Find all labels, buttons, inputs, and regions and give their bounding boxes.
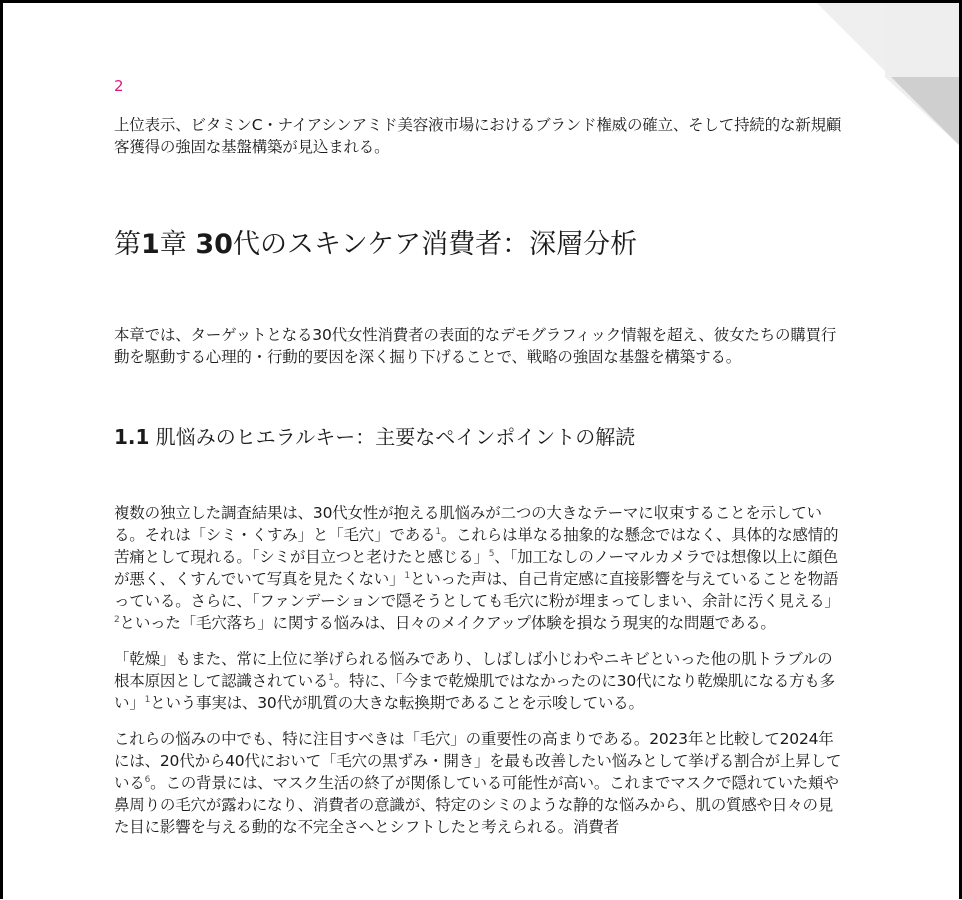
paragraph-text: 。特に、「今まで乾燥肌ではなかったのに30代になり乾燥肌になる方も多い」 — [114, 672, 835, 712]
section-number: 1.1 — [114, 425, 150, 449]
chapter-rest: 代のスキンケア消費者：深層分析 — [232, 229, 638, 260]
paragraph-text: 。これらは単なる抽象的な懸念ではなく、具体的な感情的苦痛として現れる。「シミが目立つと老けたと感じる」 — [114, 526, 839, 566]
chapter-lead-paragraph: 本章では、ターゲットとなる30代女性消費者の表面的なデモグラフィック情報を超え、彼女たちの購買行動を駆動する心理的・行動的要因を深く掘り下げることで、戦略の強固な基盤を構築する。 — [114, 326, 837, 366]
chapter-age: 30 — [195, 229, 233, 260]
paragraph-text: といった「毛穴落ち」に関する悩みは、日々のメイクアップ体験を損なう現実的な問題である。 — [119, 614, 776, 632]
footnote-ref[interactable]: 1 — [404, 570, 410, 581]
chapter-title — [114, 228, 844, 262]
footnote-ref[interactable]: 1 — [328, 672, 334, 683]
paragraph-text: これらの悩みの中でも、特に注目すべきは「毛穴」の重要性の高まりである。2023年と比較して2024年には、20代から40代において「毛穴の黒ずみ・開き」を最も改善したい悩みとして挙げる割合が上昇している — [114, 730, 842, 792]
paragraph-text: 。この背景には、マスク生活の終了が関係している可能性が高い。これまでマスクで隠れていた頬や鼻周りの毛穴が露わになり、消費者の意識が、特定のシミのような静的な悩みから、肌の質感や日々の見た目に影響を与える動的な不完全さへとシフトしたと考えられる。消費者 — [114, 774, 839, 836]
paragraph-text: 、「加工なしのノーマルカメラでは想像以上に顔色が悪く、くすんでいて写真を見たくない」 — [114, 548, 838, 588]
chapter-number: 1 — [141, 229, 160, 260]
intro-paragraph: 上位表示、ビタミンC・ナイアシンアミド美容液市場におけるブランド権威の確立、そして持続的な新規顧客獲得の強固な基盤構築が見込まれる。 — [114, 116, 842, 156]
section-title: 肌悩みのヒエラルキー：主要なペインポイントの解読 — [149, 425, 636, 449]
footnote-ref[interactable]: 1 — [435, 526, 441, 537]
footnote-ref[interactable]: 1 — [144, 694, 151, 705]
body-paragraph-2 — [114, 648, 844, 714]
chapter-mid: 章 — [159, 229, 196, 260]
chapter-prefix: 第 — [114, 229, 141, 260]
body-paragraph-1 — [114, 502, 844, 634]
body-paragraph-3 — [114, 728, 844, 838]
paragraph-text: 複数の独立した調査結果は、30代女性が抱える肌悩みが二つの大きなテーマに収束することを示している。それは「シミ・くすみ」と「毛穴」である — [114, 504, 822, 544]
paragraph-text: 「乾燥」もまた、常に上位に挙げられる悩みであり、しばしば小じわやニキビといった他の肌トラブルの根本原因として認識されている — [114, 650, 833, 690]
page-number: 2 — [114, 77, 124, 95]
paragraph-text: といった声は、自己肯定感に直接影響を与えていることを物語っている。さらに、「ファンデーションで隠そうとしても毛穴に粉が埋まってしまい、余計に汚く見える」 — [114, 570, 840, 610]
section-heading — [114, 424, 844, 450]
paragraph-text: という事実は、30代が肌質の大きな転換期であることを示唆している。 — [150, 694, 644, 712]
footnote-ref[interactable]: 2 — [114, 614, 120, 625]
document-content — [114, 114, 844, 852]
footnote-ref[interactable]: 6 — [144, 774, 151, 785]
footnote-ref[interactable]: 5 — [488, 548, 495, 559]
